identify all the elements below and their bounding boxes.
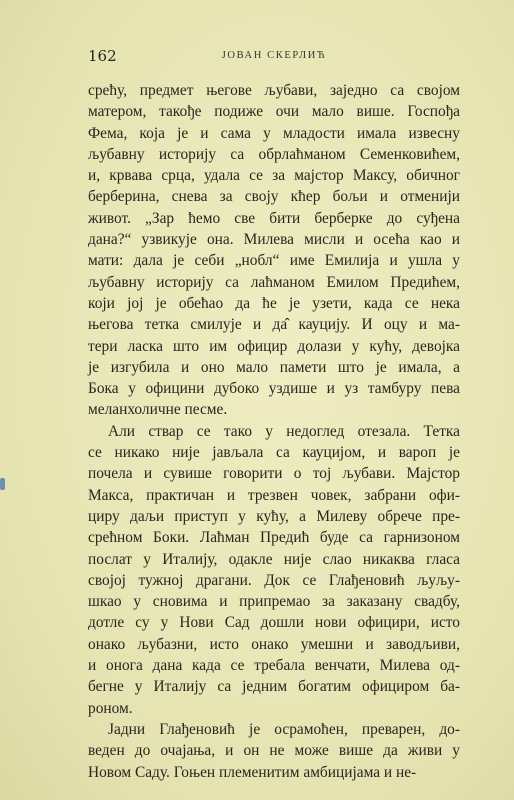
text-line: меланхоличне песме. bbox=[88, 401, 228, 419]
paragraph bbox=[88, 719, 460, 783]
text-line: послат у Италију, одакле није слао никаква гласа bbox=[88, 550, 460, 568]
text-line: и онога дана када се требала венчати, Милева од- bbox=[88, 657, 460, 675]
text-line: срећу, предмет његове љубави, заједно са својом bbox=[88, 82, 460, 99]
paragraph bbox=[88, 421, 460, 719]
text-line: мати: дала је себи „нобл“ име Емилија и ушла у bbox=[88, 252, 460, 270]
page-edge-mark bbox=[0, 478, 5, 490]
text-line: који јој је обећао да ће је узети, када се нека bbox=[88, 294, 460, 312]
page-header bbox=[88, 47, 460, 67]
text-line: срећном Боки. Лаћман Предић буде са гарнизоном bbox=[88, 529, 460, 547]
text-line: својој тужној драгани. Док се Глађеновић љуљу- bbox=[88, 571, 460, 589]
text-line: дотле су у Нови Сад дошли нови официри, исто bbox=[88, 614, 460, 632]
text-line: живот. „Зар ћемо све бити берберке до суђена bbox=[88, 209, 460, 227]
text-line: Бока у официни дубоко уздише и уз тамбуру пева bbox=[88, 380, 460, 398]
text-line: Али ствар се тако у недоглед отезала. Тетка bbox=[108, 422, 460, 440]
text-line: онако љубазни, исто онако умешни и заводљиви, bbox=[88, 635, 460, 653]
text-line: љубавну историју са лаћманом Емилом Предићем, bbox=[88, 273, 460, 291]
text-line: и, крвава срца, удала се за мајстор Максу, обичног bbox=[88, 167, 460, 185]
text-line: почела и сувише говорити о тој љубави. Мајстор bbox=[88, 465, 460, 483]
text-line: веден до очајања, и он не може више да живи у bbox=[88, 742, 460, 760]
running-head: ЈОВАН СКЕРЛИЋ bbox=[221, 50, 327, 61]
page-number: 162 bbox=[88, 47, 117, 65]
text-line: шкао у сновима и припремао за заказану свадбу, bbox=[88, 593, 460, 611]
text-line: Макса, практичан и трезвен човек, забрани офи- bbox=[88, 486, 460, 504]
paragraph bbox=[88, 80, 460, 421]
body-text bbox=[88, 80, 460, 783]
text-line: је изгубила и оно мало памети што је имала, а bbox=[88, 358, 460, 376]
text-line: бегне у Италију са једним богатим официром ба- bbox=[88, 678, 460, 696]
text-line: Новом Саду. Гоњен племенитим амбицијама и не- bbox=[88, 763, 417, 781]
text-line: његова тетка смилује и да̂ кауцију. И оцу и ма- bbox=[88, 316, 460, 334]
text-line: Фема, која је и сама у младости имала извесну bbox=[88, 124, 460, 142]
text-line: матером, такође подиже очи мало више. Госпођа bbox=[88, 103, 460, 121]
text-line: дана?“ узвикује она. Милева мисли и осећа као и bbox=[88, 231, 460, 249]
text-line: роном. bbox=[88, 699, 133, 717]
text-line: љубавну историју са обрлаћманом Семенковићем, bbox=[88, 145, 460, 163]
text-line: циру даљи приступ у кућу, а Милеву обрече пре- bbox=[88, 507, 460, 525]
text-line: берберина, снева за своју кћер бољи и отменији bbox=[88, 188, 460, 206]
text-line: Јадни Глађеновић је осрамоћен, преварен, до- bbox=[108, 720, 460, 738]
text-line: се никако није јављала са кауцијом, и вароп је bbox=[88, 444, 460, 462]
text-line: тери ласка што им официр долази у кућу, девојка bbox=[88, 337, 460, 355]
